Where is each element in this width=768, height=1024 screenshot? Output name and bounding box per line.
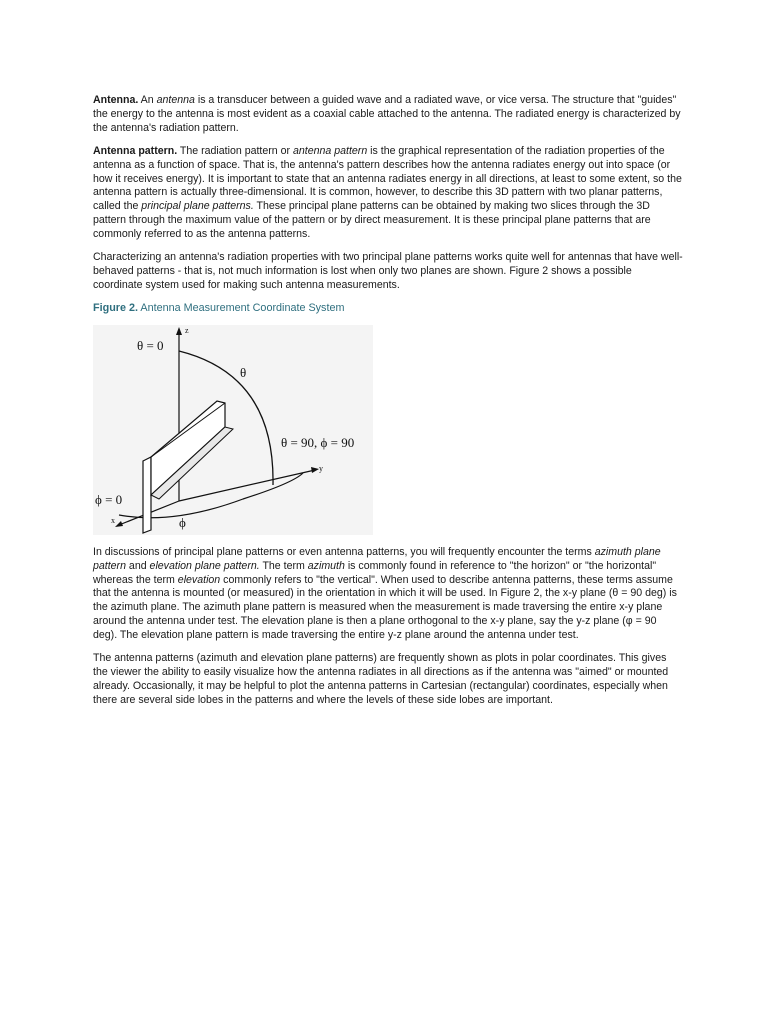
paragraph-polar-plots: The antenna patterns (azimuth and elevation plane patterns) are frequently shown as plots in polar coordinates. This gives the viewer the ability to easily visualize how the antenna radiates in all directions as if the antenna was "aimed" or mounted already. Occasionally, it may be helpful to plot the antenna patterns in Cartesian (rectangular) coordinates, especially when there are several side lobes in the patterns and where the levels of these side lobes are important. bbox=[93, 652, 669, 706]
label-theta-zero: θ = 0 bbox=[137, 337, 164, 353]
coordinate-system-diagram bbox=[93, 325, 373, 535]
label-phi-zero: ϕ = 0 bbox=[95, 491, 123, 507]
label-x: x bbox=[111, 515, 115, 525]
label-phi: ϕ bbox=[179, 514, 186, 530]
y-axis bbox=[179, 470, 315, 501]
document-body bbox=[93, 94, 683, 717]
term-antenna: Antenna. bbox=[93, 94, 139, 106]
label-theta90-phi90: θ = 90, ϕ = 90 bbox=[281, 434, 355, 450]
figure-title: Antenna Measurement Coordinate System bbox=[138, 301, 345, 314]
figure-label: Figure 2. bbox=[93, 301, 138, 314]
antenna-post bbox=[143, 457, 151, 533]
label-y: y bbox=[319, 463, 323, 473]
term-antenna-pattern: Antenna pattern. bbox=[93, 144, 178, 157]
figure-caption bbox=[93, 302, 683, 316]
paragraph-antenna-pattern: Antenna pattern. The radiation pattern or antenna pattern is the graphical representation of the radiation properties of the antenna as a function of space. That is, the antenna's pattern describes how the antenna radiates energy out into space (or how it receives energy). It is important to state that an antenna radiates energy in all directions, at least to some extent, so the antenna pattern is actually three-dimensional. It is common, however, to describe this 3D pattern with two planar patterns, called the principal plane patterns. These principal plane patterns can be obtained by making two slices through the 3D pattern through the maximum value of the pattern or by direct measurement. It is these principal plane patterns that are commonly referred to as the antenna patterns. bbox=[93, 144, 682, 241]
coordinate-system-figure bbox=[93, 325, 373, 535]
label-theta: θ bbox=[240, 364, 247, 380]
label-z: z bbox=[185, 325, 189, 335]
paragraph-antenna: Antenna. An antenna is a transducer between a guided wave and a radiated wave, or vice versa. The structure that "guides" the energy to the antenna is most evident as a coaxial cable attached to the antenna. The radiated energy is characterized by the antenna's radiation pattern. bbox=[93, 94, 681, 134]
antenna-plate bbox=[151, 401, 225, 495]
paragraph-principal-planes: In discussions of principal plane patterns or even antenna patterns, you will frequently encounter the terms azimuth plane pattern and elevation plane pattern. The term azimuth is commonly found in reference to "the horizon" or "the horizontal" whereas the term elevation commonly refers to "the vertical". When used to describe antenna patterns, these terms assume that the antenna is mounted (or measured) in the orientation in which it will be used. In Figure 2, the x-y plane (θ = 90 deg) is the azimuth plane. The azimuth plane pattern is measured when the measurement is made traversing the entire x-y plane around the antenna under test. The elevation plane is then a plane orthogonal to the x-y plane, say the y-z plane (φ = 90 deg). The elevation plane pattern is made traversing the entire y-z plane around the antenna under test. bbox=[93, 545, 677, 642]
y-axis-arrow bbox=[311, 467, 319, 473]
x-axis-arrow bbox=[115, 521, 123, 527]
paragraph-characterizing: Characterizing an antenna's radiation properties with two principal plane patterns works quite well for antennas that have well-behaved patterns - that is, not much information is lost when only two planes are shown. Figure 2 shows a possible coordinate system used for making such antenna measurements. bbox=[93, 251, 683, 291]
z-axis-arrow bbox=[176, 327, 182, 335]
